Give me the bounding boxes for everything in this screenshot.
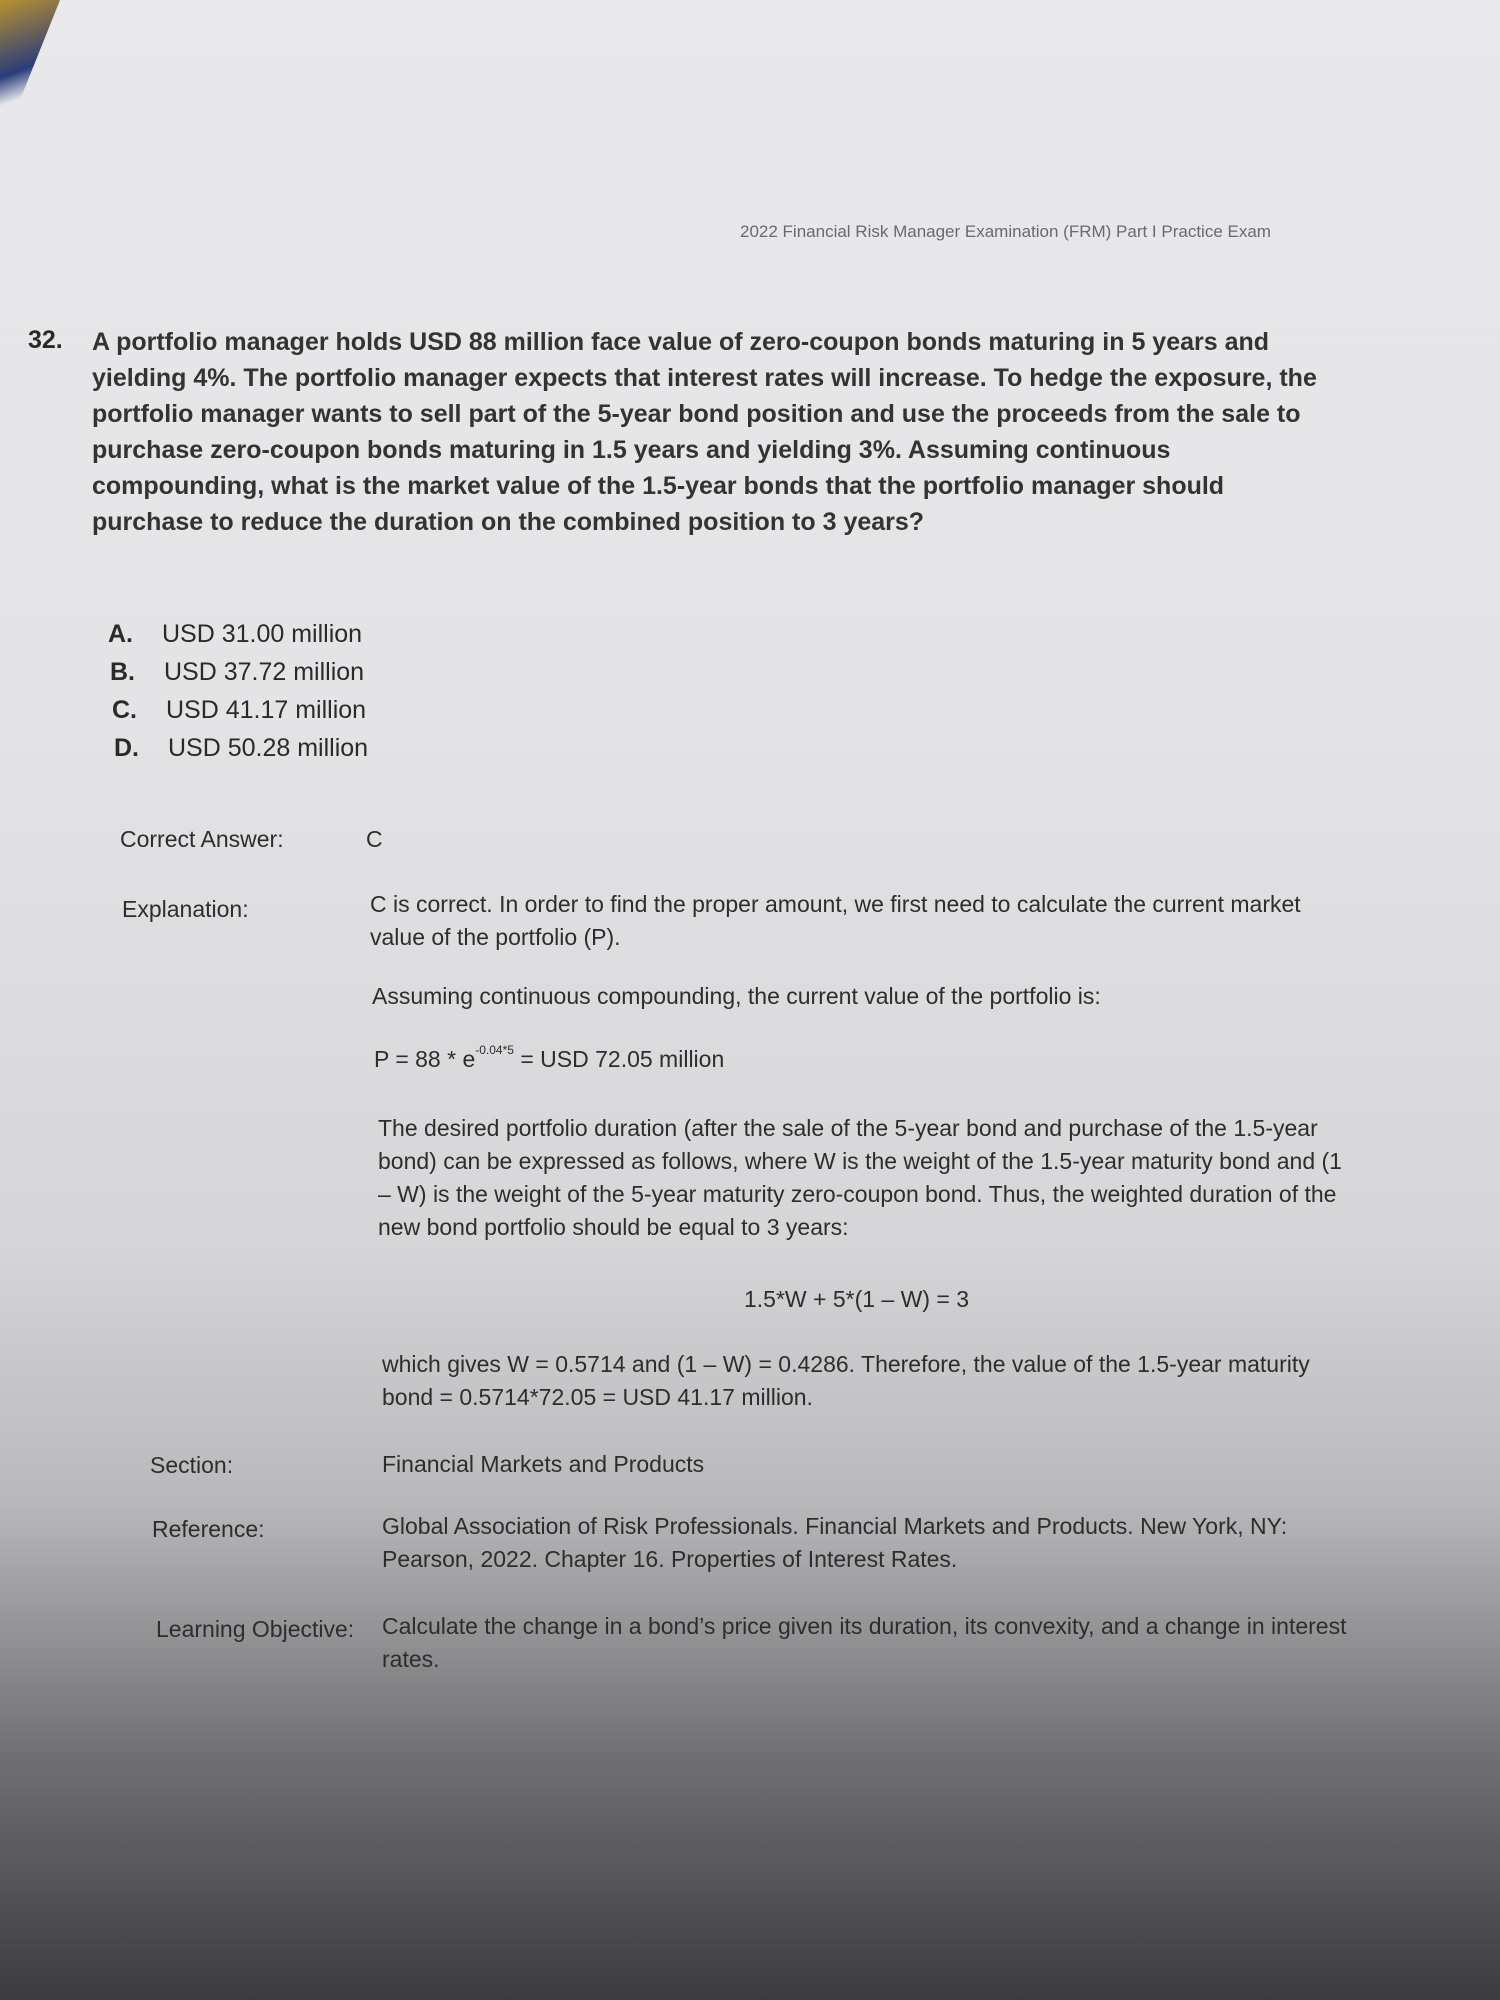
explanation-paragraph-3: The desired portfolio duration (after the sale of the 5-year bond and purchase of the 1.5-year bond) can be expressed as follows, where W is the weight of the 1.5-year maturity bond and (1 – W) is the weight of the 5-year maturity zero-coupon bond. Thus, the weighted duration of the new bond portfolio should be equal to 3 years: [378, 1115, 1342, 1240]
learning-objective-value: Calculate the change in a bond’s price given its duration, its convexity, and a change in interest rates. [382, 1613, 1347, 1672]
section-label: Section: [150, 1452, 234, 1478]
option-letter: C. [112, 696, 137, 724]
formula-left: P = 88 * e [374, 1046, 476, 1072]
binder-corner [0, 0, 60, 120]
option-letter: A. [108, 620, 133, 648]
explanation-paragraph-1: C is correct. In order to find the proper amount, we first need to calculate the current market value of the portfolio (P). [370, 891, 1301, 950]
option-d [114, 734, 368, 763]
option-text: USD 37.72 million [164, 658, 365, 686]
explanation-label: Explanation: [122, 896, 249, 922]
correct-answer-value: C [366, 826, 383, 852]
duration-formula: 1.5*W + 5*(1 – W) = 3 [744, 1286, 969, 1312]
formula-right: = USD 72.05 million [513, 1046, 725, 1072]
section-value: Financial Markets and Products [382, 1451, 705, 1477]
option-letter: B. [110, 658, 135, 686]
portfolio-value-formula [374, 1043, 725, 1073]
option-b [110, 658, 364, 687]
option-text: USD 50.28 million [168, 734, 369, 762]
reference-value: Global Association of Risk Professionals. Financial Markets and Products. New York, NY: Pearson, 2022. Chapter 16. Properties of Interest Rates. [382, 1513, 1288, 1572]
learning-objective-label: Learning Objective: [156, 1616, 355, 1642]
option-text: USD 31.00 million [162, 620, 363, 648]
correct-answer-label: Correct Answer: [120, 826, 284, 852]
option-c [112, 696, 366, 725]
formula-exponent: -0.04*5 [475, 1043, 514, 1058]
option-a [108, 620, 362, 649]
explanation-paragraph-4: which gives W = 0.5714 and (1 – W) = 0.4286. Therefore, the value of the 1.5-year maturity bond = 0.5714*72.05 = USD 41.17 million. [382, 1351, 1310, 1410]
reference-label: Reference: [152, 1516, 265, 1542]
option-text: USD 41.17 million [166, 696, 367, 724]
explanation-paragraph-2: Assuming continuous compounding, the current value of the portfolio is: [372, 983, 1101, 1009]
question-text: A portfolio manager holds USD 88 million face value of zero-coupon bonds maturing in 5 years and yielding 4%. The portfolio manager expects that interest rates will increase. To hedge the exposure, the portfolio manager wants to sell part of the 5-year bond position and use the proceeds from the sale to purchase zero-coupon bonds maturing in 1.5 years and yielding 3%. Assuming continuous compounding, what is the market value of the 1.5-year bonds that the portfolio manager should purchase to reduce the duration on the combined position to 3 years? [92, 328, 1317, 536]
option-letter: D. [114, 734, 139, 762]
page-header: 2022 Financial Risk Manager Examination (FRM) Part I Practice Exam [740, 222, 1271, 241]
question-number: 32. [28, 326, 63, 354]
